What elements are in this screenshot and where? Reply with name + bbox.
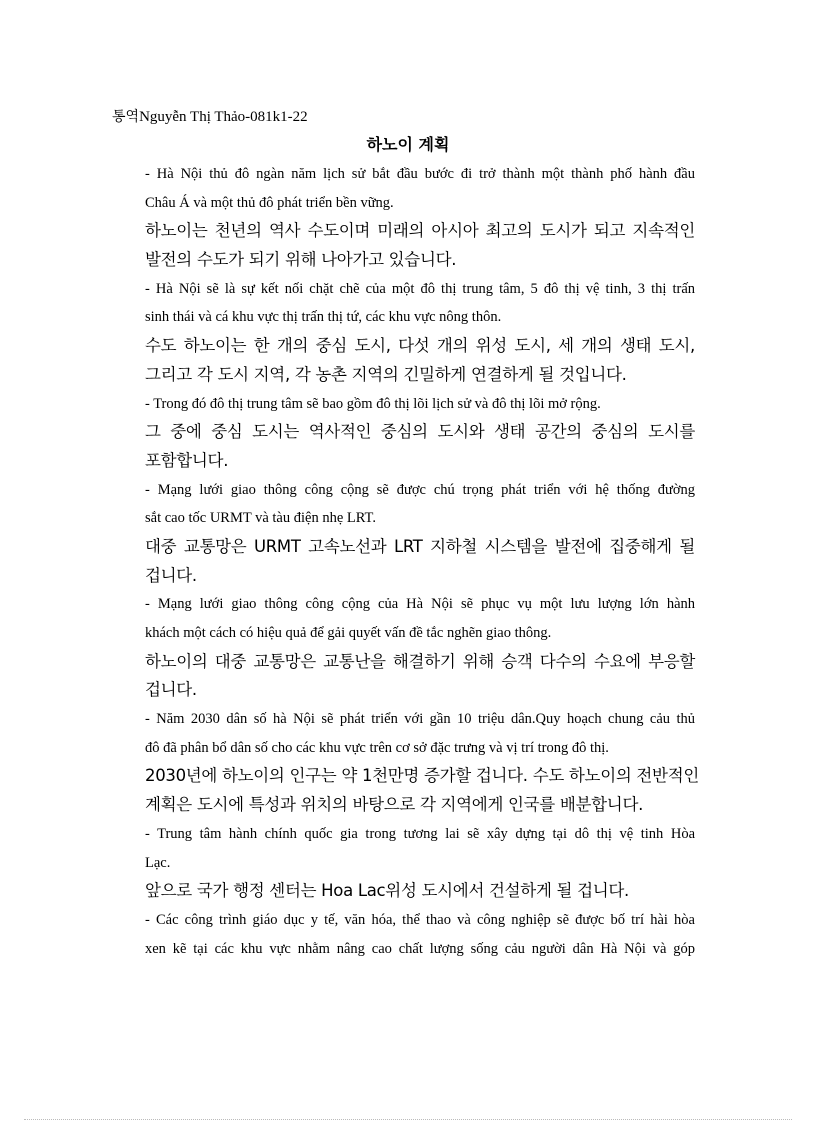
korean-paragraph [145, 418, 695, 475]
vietnamese-paragraph [145, 160, 695, 217]
korean-paragraph [145, 877, 695, 906]
text-line: 발전의 수도가 되기 위해 나아가고 있습니다. [145, 250, 457, 270]
vietnamese-paragraph [145, 476, 695, 533]
korean-paragraph [145, 217, 695, 274]
page-title: 하노이 계획 [366, 135, 450, 154]
text-line: 하노이는 천년의 역사 수도이며 미래의 아시아 최고의 도시가 되고 지속적인 [145, 221, 695, 241]
text-line: - Hà Nội thủ đô ngàn năm lịch sử bắt đầu bước đi trở thành một thành phố hành đầu [145, 166, 695, 182]
text-line: 계획은 도시에 특성과 위치의 바탕으로 각 지역에게 인국를 배분합니다. [145, 795, 644, 815]
text-line: - Mạng lưới giao thông công cộng của Hà Nội sẽ phục vụ một lưu lượng lớn hành [145, 596, 695, 613]
text-line: đô đã phân bổ dân số cho các khu vực trên cơ sở đặc trưng và vị trí trong đô thị. [145, 739, 609, 756]
text-line: 하노이의 대중 교통망은 교통난을 해결하기 위해 승객 다수의 수요에 부응할 [145, 651, 695, 671]
text-line: 수도 하노이는 한 개의 중심 도시, 다섯 개의 위성 도시, 세 개의 생태 도시, [145, 336, 695, 356]
document-header [112, 106, 308, 126]
text-line: - Mạng lưới giao thông công cộng sẽ được chú trọng phát triển với hệ thống đường [145, 481, 695, 498]
text-line: 겁니다. [145, 680, 197, 700]
text-line: 대중 교통망은 URMT 고속노선과 LRT 지하철 시스템을 발전에 집중해게 될 [145, 536, 695, 556]
korean-paragraph [145, 332, 695, 389]
text-line: - Năm 2030 dân số hà Nội sẽ phát triển với gần 10 triệu dân.Quy hoạch chung cảu thủ [145, 711, 695, 728]
header-prefix: 통역 [112, 109, 140, 125]
korean-paragraph [145, 762, 699, 819]
vietnamese-paragraph [145, 820, 695, 877]
text-line: khách một cách có hiệu quả để gải quyết vấn đề tắc nghẽn giao thông. [145, 625, 552, 641]
text-line: 포함합니다. [145, 450, 229, 470]
text-line: - Trung tâm hành chính quốc gia trong tương lai sẽ xây dựng tại dô thị vệ tinh Hòa [145, 825, 695, 842]
text-line: 앞으로 국가 행정 센터는 Hoa Lac위성 도시에서 건설하게 될 겁니다. [145, 881, 629, 901]
vietnamese-paragraph [145, 590, 695, 647]
text-line: - Các công trình giáo dục y tế, văn hóa, thể thao và công nghiệp sẽ được bố trí hài hòa [145, 911, 695, 928]
vietnamese-paragraph [145, 390, 695, 419]
text-line: sắt cao tốc URMT và tàu điện nhẹ LRT. [145, 510, 376, 527]
vietnamese-paragraph [145, 275, 695, 332]
text-line: Lạc. [145, 854, 171, 871]
text-line: 겁니다. [145, 565, 197, 585]
text-line: Châu Á và một thủ đô phát triển bền vững. [145, 194, 394, 211]
text-line: - Hà Nội sẽ là sự kết nối chặt chẽ của một đô thị trung tâm, 5 đô thị vệ tinh, 3 thị trấn [145, 280, 695, 297]
page-bottom-divider [24, 1119, 792, 1120]
korean-paragraph [145, 648, 695, 705]
text-line: 2030년에 하노이의 인구는 약 1천만명 증가할 겁니다. 수도 하노이의 전반적인 [145, 766, 699, 786]
author-line: Nguyễn Thị Thảo-081k1-22 [139, 109, 308, 125]
document-body [145, 160, 699, 963]
vietnamese-paragraph [145, 906, 695, 963]
text-line: 그 중에 중심 도시는 역사적인 중심의 도시와 생태 공간의 중심의 도시를 [145, 422, 695, 442]
text-line: sinh thái và cá khu vực thị trấn thị tứ, các khu vực nông thôn. [145, 309, 502, 326]
text-line: 그리고 각 도시 지역, 각 농촌 지역의 긴밀하게 연결하게 될 것입니다. [145, 364, 627, 384]
korean-paragraph [145, 533, 695, 590]
text-line: - Trong đó đô thị trung tâm sẽ bao gồm đô thị lõi lịch sử và đô thị lõi mở rộng. [145, 395, 601, 412]
vietnamese-paragraph [145, 705, 695, 762]
text-line: xen kẽ tại các khu vực nhằm nâng cao chất lượng sống cảu người dân Hà Nội và góp [145, 940, 695, 957]
